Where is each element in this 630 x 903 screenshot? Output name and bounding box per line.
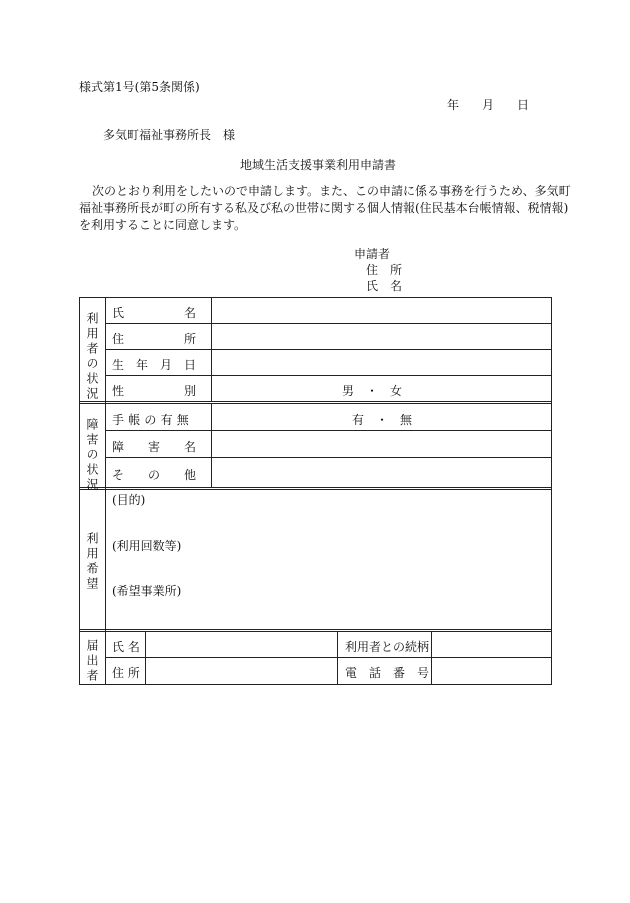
consent-line-3: を利用することに同意します。 <box>79 218 247 232</box>
consent-line-1: 次のとおり利用をしたいので申請します。また、この申請に係る事務を行うため、多気町 <box>92 184 571 198</box>
wish-frequency-label: (利用回数等) <box>112 539 182 553</box>
handbook-label: 手帳の有無 <box>112 413 194 427</box>
notifier-relation-label: 利用者との続柄 <box>345 640 430 654</box>
wish-purpose-label: (目的) <box>112 493 146 507</box>
user-birth-field[interactable] <box>212 350 551 374</box>
notifier-relation-field[interactable] <box>432 632 551 656</box>
disability-other-label: そ の 他 <box>112 468 197 482</box>
disability-name-label: 障 害 名 <box>112 440 197 454</box>
user-address-field[interactable] <box>212 324 551 348</box>
user-name-field[interactable] <box>212 298 551 322</box>
user-address-label: 住 所 <box>112 332 197 346</box>
date-day: 日 <box>517 98 530 112</box>
notifier-name-label: 氏 名 <box>112 640 140 654</box>
disability-other-field[interactable] <box>212 458 551 486</box>
notifier-address-field[interactable] <box>146 658 336 683</box>
section-wish-header: 利用希望 <box>85 532 99 592</box>
document-title: 地域生活支援事業利用申請書 <box>240 158 397 172</box>
disability-name-field[interactable] <box>212 431 551 456</box>
date-month: 月 <box>482 98 495 112</box>
wish-field[interactable] <box>106 490 551 629</box>
handbook-options[interactable]: 有 ・ 無 <box>352 413 413 427</box>
applicant-label: 申請者 <box>354 247 391 261</box>
user-sex-label: 性 別 <box>112 384 197 398</box>
notifier-address-label: 住 所 <box>112 666 140 680</box>
user-birth-label: 生 年 月 日 <box>112 358 197 372</box>
applicant-name-label: 氏 名 <box>366 279 403 293</box>
notifier-name-field[interactable] <box>146 632 336 656</box>
date-year: 年 <box>447 98 460 112</box>
section-notifier-header: 届出者 <box>85 639 99 684</box>
consent-line-2: 福祉事務所長が町の所有する私及び私の世帯に関する個人情報(住民基本台帳情報、税情報) <box>79 201 569 215</box>
applicant-address-label: 住 所 <box>366 263 403 277</box>
section-user-header: 利用者の状況 <box>85 312 99 402</box>
user-name-label: 氏 名 <box>112 306 197 320</box>
form-number: 様式第1号(第5条関係) <box>79 80 200 94</box>
wish-office-label: (希望事業所) <box>112 584 182 598</box>
addressee: 多気町福祉事務所長 様 <box>103 128 236 142</box>
notifier-phone-field[interactable] <box>432 658 551 683</box>
section-disability-header: 障害の状況 <box>85 418 99 493</box>
notifier-phone-label: 電 話 番 号 <box>345 666 430 680</box>
user-sex-options[interactable]: 男 ・ 女 <box>342 384 403 398</box>
